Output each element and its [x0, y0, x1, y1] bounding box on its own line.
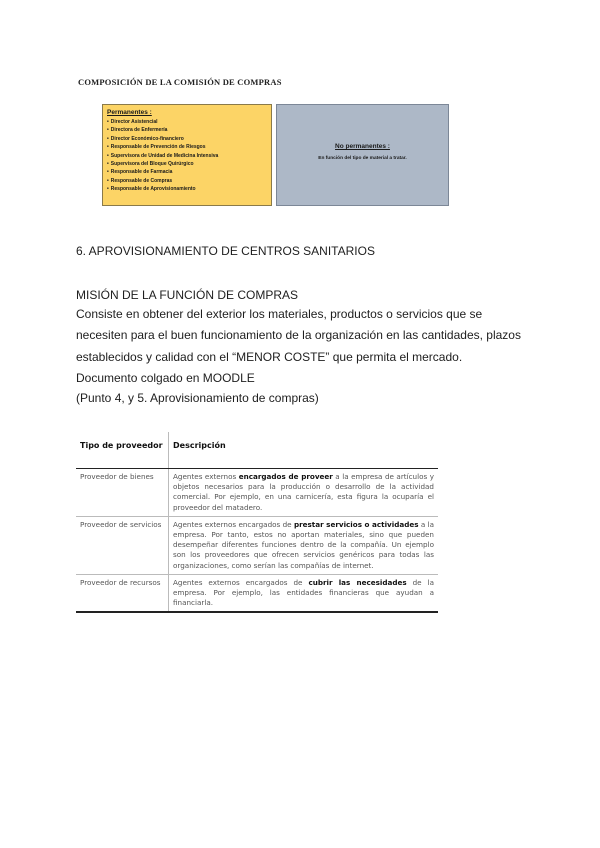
nonpermanent-heading: No permanentes : [335, 143, 390, 150]
column-header-description: Descripción [169, 432, 439, 469]
permanent-members-list [107, 118, 267, 194]
mission-line: establecidos y calidad con el “MENOR COSTE” que permita el mercado. [76, 350, 463, 364]
list-item: • Directora de Enfermería [107, 126, 267, 134]
description-highlight: cubrir las necesidades [308, 577, 407, 587]
mission-line: Consiste en obtener del exterior los materiales, productos o servicios que se [76, 307, 483, 321]
column-header-type: Tipo de proveedor [76, 432, 169, 469]
table-row [76, 516, 438, 574]
table-row [76, 574, 438, 612]
list-item: • Responsable de Aprovisionamiento [107, 185, 267, 193]
supplier-description-cell [169, 574, 439, 612]
supplier-type-cell: Proveedor de servicios [76, 516, 169, 574]
description-text: a la empresa de artículos y objetos necesarios para la producción o desarrollo de la actividad comercial. Por ejemplo, en una carnicería, esta figura la ocuparía el proveedor del matadero. [173, 472, 434, 512]
permanent-members-box [102, 104, 272, 206]
list-item: • Director Económico-financiero [107, 135, 267, 143]
list-item: • Responsable de Compras [107, 177, 267, 185]
section-heading: 6. APROVISIONAMIENTO DE CENTROS SANITARIOS [76, 244, 375, 258]
permanent-heading: Permanentes : [107, 109, 152, 116]
list-item: • Director Asistencial [107, 118, 267, 126]
description-text: a la empresa. Por tanto, estos no aportan materiales, sino que pueden desempeñar diferentes funciones dentro de la compañía. Un ejemplo son los proveedores que ofrecen servicios genéricos para todas las organizaciones, como serían las compañías de internet. [173, 519, 434, 570]
composition-title: COMPOSICIÓN DE LA COMISIÓN DE COMPRAS [78, 77, 282, 87]
supplier-description-cell [169, 516, 439, 574]
supplier-type-cell: Proveedor de recursos [76, 574, 169, 612]
table-header-row [76, 432, 438, 469]
list-item: • Responsable de Prevención de Riesgos [107, 143, 267, 151]
description-text: Agentes externos encargados de [173, 577, 309, 587]
supplier-type-cell: Proveedor de bienes [76, 469, 169, 517]
nonpermanent-text: En función del tipo de material a tratar. [318, 156, 407, 161]
list-item: • Supervisora del Bloque Quirúrgico [107, 160, 267, 168]
description-text: Agentes externos encargados de [173, 519, 294, 529]
mission-line: necesiten para el buen funcionamiento de la organización en las cantidades, plazos [76, 328, 521, 342]
supplier-types-table [76, 432, 438, 613]
list-item: • Responsable de Farmacia [107, 168, 267, 176]
description-highlight: prestar servicios o actividades [293, 519, 419, 529]
description-highlight: encargados de proveer [238, 472, 333, 481]
list-item: • Supervisora de Unidad de Medicina Intensiva [107, 152, 267, 160]
points-note: (Punto 4, y 5. Aprovisionamiento de compras) [76, 391, 319, 405]
nonpermanent-members-box [276, 104, 449, 206]
mission-heading: MISIÓN DE LA FUNCIÓN DE COMPRAS [76, 288, 299, 302]
moodle-note: Documento colgado en MOODLE [76, 371, 255, 385]
description-text: de la empresa. Por ejemplo, las entidades financieras que ayudan a financiarla. [173, 577, 434, 608]
table-row [76, 469, 438, 517]
supplier-description-cell [169, 469, 439, 517]
description-text: Agentes externos [173, 472, 239, 481]
